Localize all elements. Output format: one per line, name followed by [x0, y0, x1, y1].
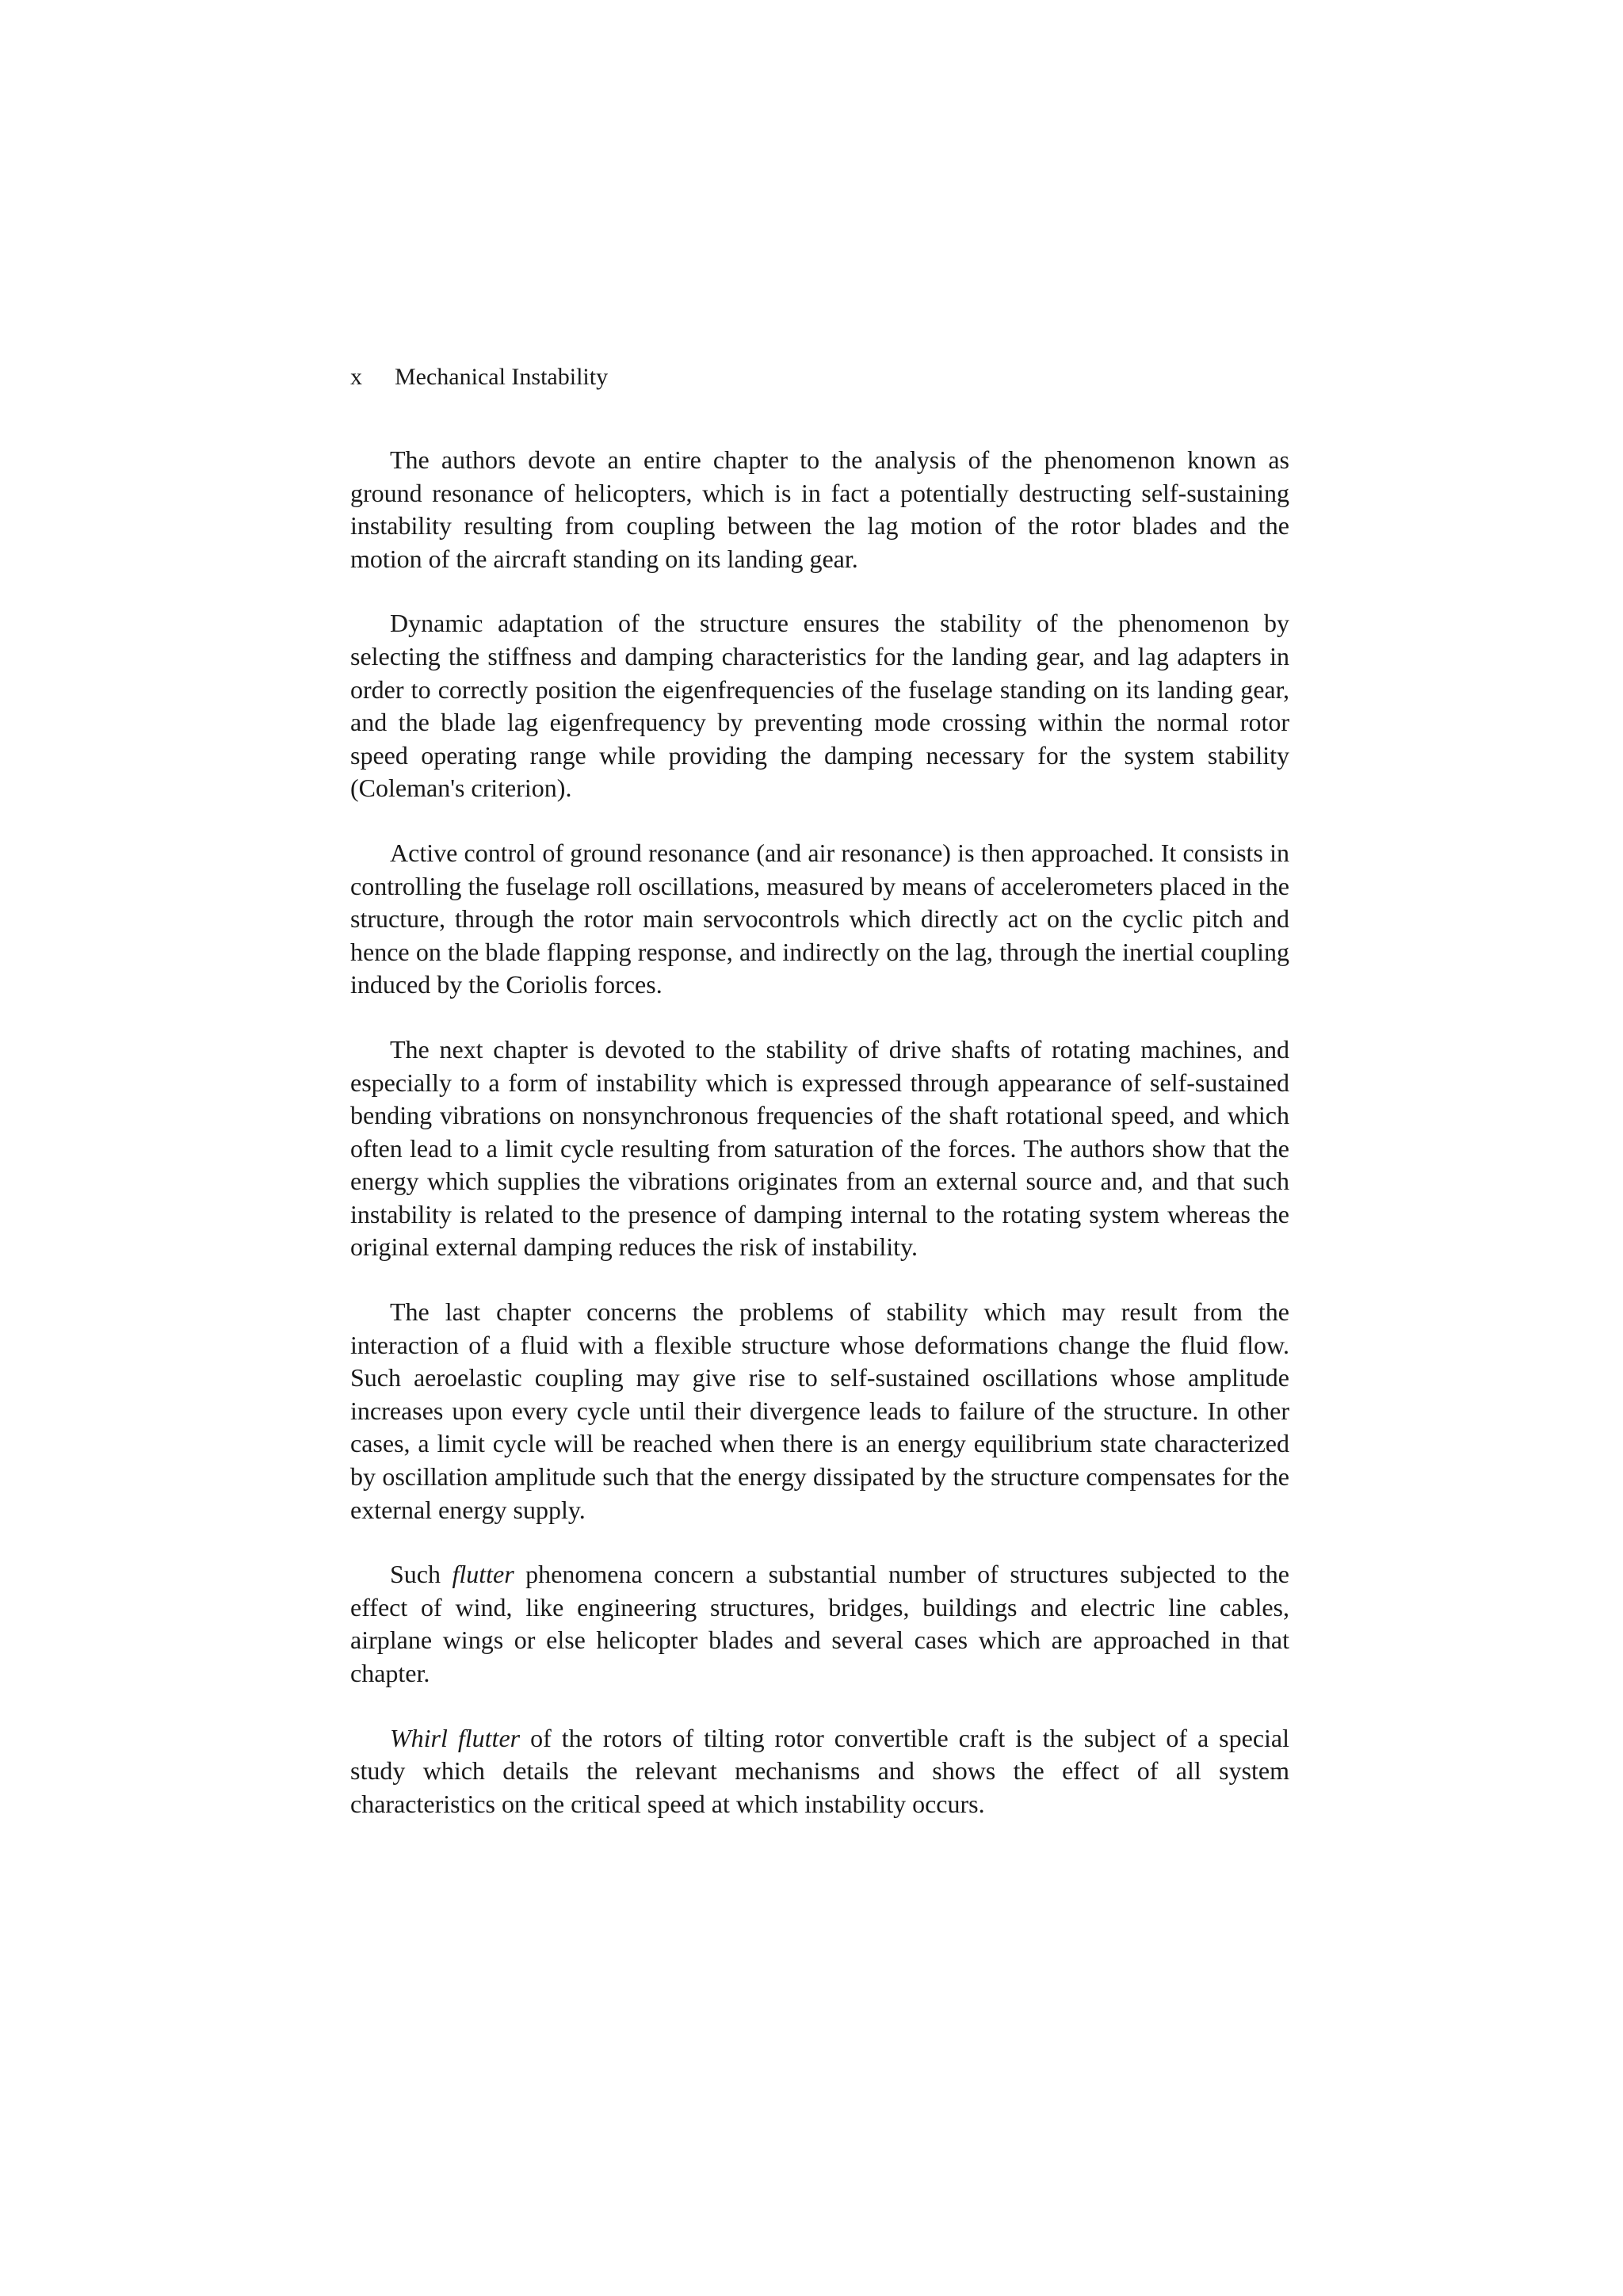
running-header: [350, 361, 608, 394]
paragraph-text: Active control of ground resonance (and air resonance) is then approached. It consists in controlling the fuselage roll oscillations, measured by means of accelerometers placed in the structure, through the rotor main servocontrols which directly act on the cyclic pitch and hence on the blade flapping response, and indirectly on the lag, through the inertial coupling induced by the Coriolis forces.: [350, 838, 1289, 999]
paragraph-whirl-flutter: [350, 1722, 1289, 1821]
page-number: x: [350, 364, 362, 390]
paragraph-fluid-structure: [350, 1296, 1289, 1526]
paragraph-dynamic-adaptation: [350, 607, 1289, 805]
paragraph-text: phenomena concern a substantial number of structures subjected to the effect of wind, like engineering structures, bridges, buildings and electric line cables, airplane wings or else helicopter blades and several cases which are approached in that chapter.: [350, 1560, 1290, 1687]
paragraph-active-control: [350, 837, 1289, 1002]
paragraph-lead: Such: [390, 1560, 453, 1589]
paragraph-text: of the rotors of tilting rotor convertible craft is the subject of a special study which details the relevant mechanisms and shows the effect of all system characteristics on the critical speed at which instability occurs.: [350, 1723, 1290, 1818]
paragraph-flutter: [350, 1558, 1289, 1690]
paragraph-ground-resonance: [350, 444, 1289, 575]
paragraph-text: The next chapter is devoted to the stability of drive shafts of rotating machines, and especially to a form of instability which is expressed through appearance of self-sustained bending vibrations on nonsynchronous frequencies of the shaft rotational speed, and which often lead to a limit cycle resulting from saturation of the forces. The authors show that the energy which supplies the vibrations originates from an external source and, and that such instability is related to the presence of damping internal to the rotating system whereas the original external damping reduces the risk of instability.: [350, 1034, 1289, 1262]
emphasis-term: Whirl flutter: [390, 1723, 521, 1752]
paragraph-text: The authors devote an entire chapter to the analysis of the phenomenon known as ground resonance of helicopters, which is in fact a potentially destructing self-sustaining instability resulting from coupling between the lag motion of the rotor blades and the motion of the aircraft standing on its landing gear.: [350, 445, 1289, 573]
paragraph-text: The last chapter concerns the problems of stability which may result from the interaction of a fluid with a flexible structure whose deformations change the fluid flow. Such aeroelastic coupling may give rise to self-sustained oscillations whose amplitude increases upon every cycle until their divergence leads to failure of the structure. In other cases, a limit cycle will be reached when there is an energy equilibrium state characterized by oscillation amplitude such that the energy dissipated by the structure compensates for the external energy supply.: [350, 1297, 1289, 1524]
emphasis-term: flutter: [452, 1560, 514, 1589]
running-title: Mechanical Instability: [395, 364, 609, 390]
paragraph-drive-shafts: [350, 1033, 1289, 1264]
page-body: [350, 444, 1289, 1852]
paragraph-text: Dynamic adaptation of the structure ensures the stability of the phenomenon by selecting the stiffness and damping characteristics for the landing gear, and lag adapters in order to correctly position the eigenfrequencies of the fuselage standing on its landing gear, and the blade lag eigenfrequency by preventing mode crossing within the normal rotor speed operating range while providing the damping necessary for the system stability (Coleman's criterion).: [350, 609, 1289, 803]
